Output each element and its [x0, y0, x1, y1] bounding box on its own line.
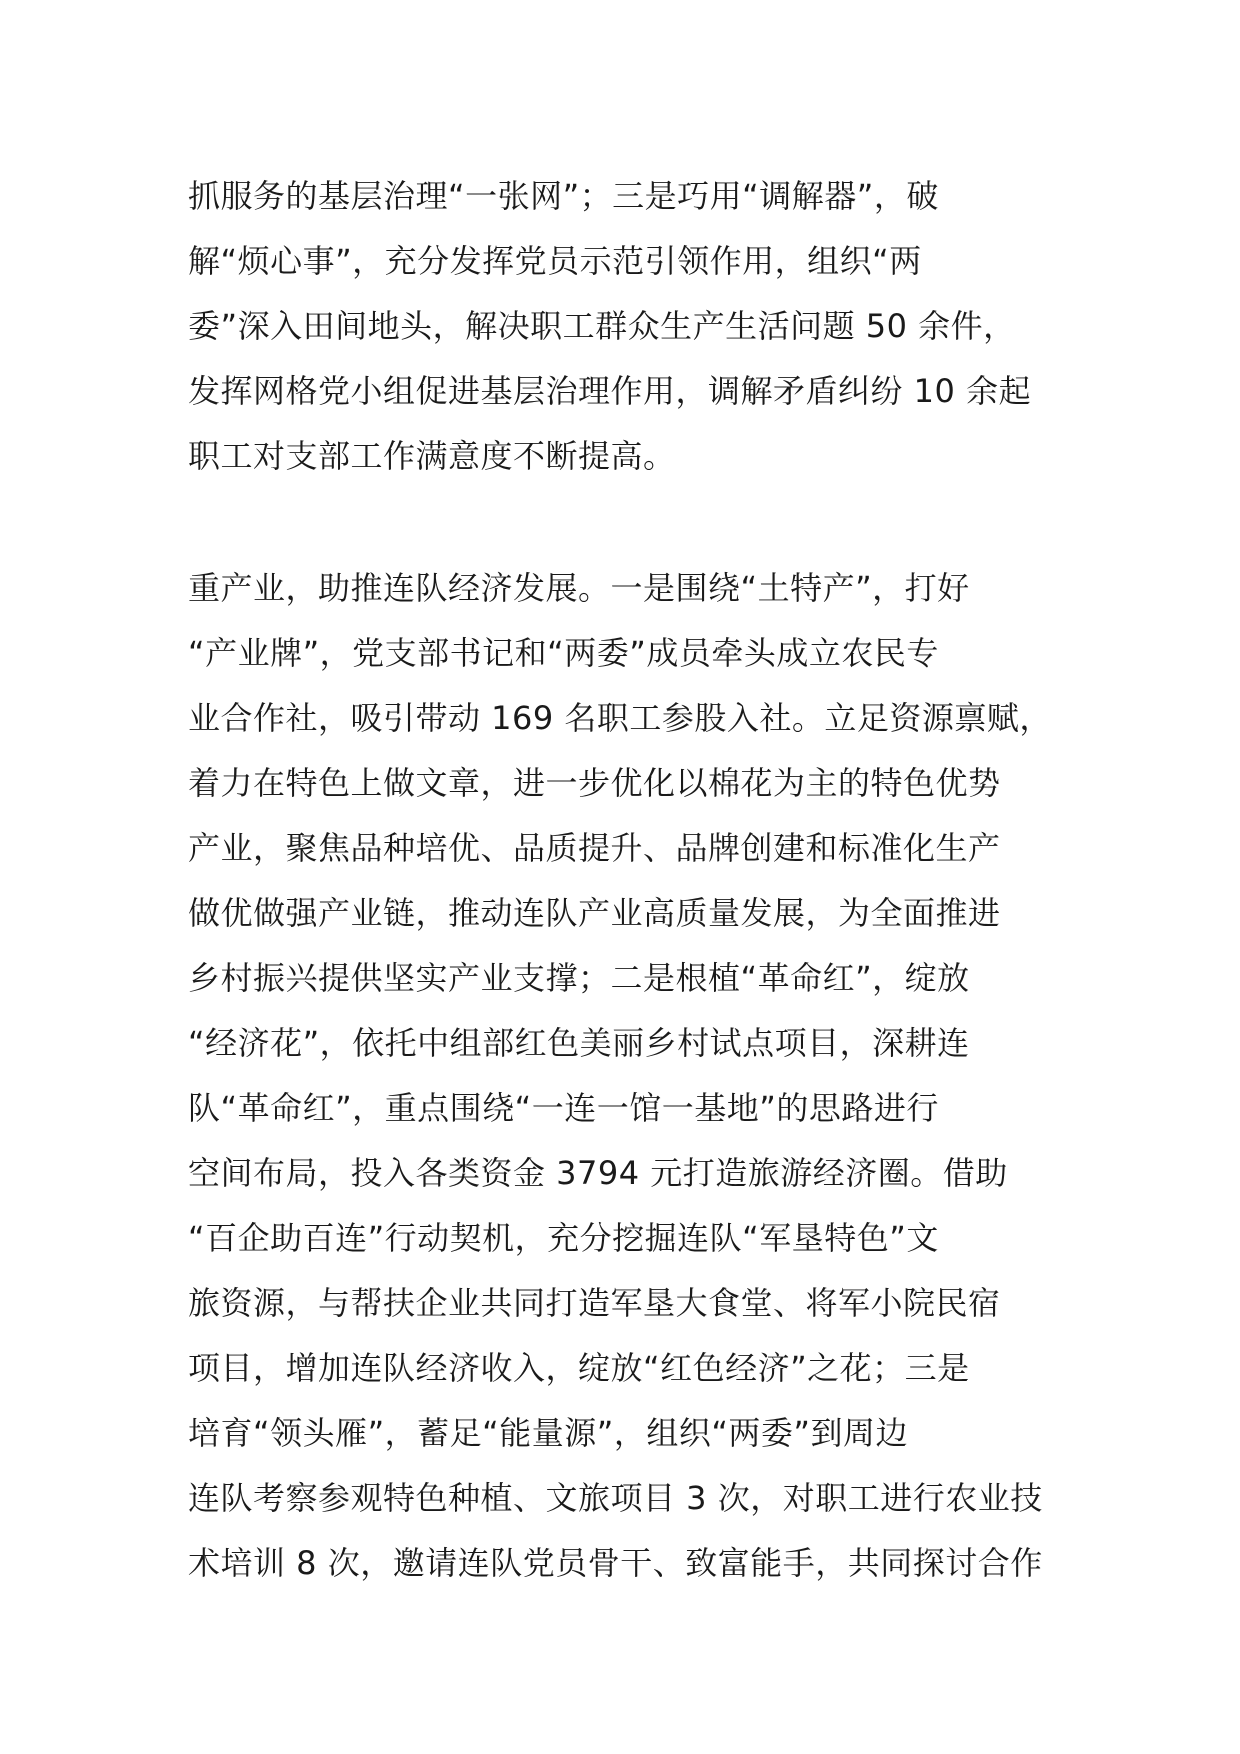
- paragraph-line: 乡村振兴提供坚实产业支撑；二是根植“革命红”，绽放: [188, 959, 970, 997]
- paragraph-line: “产业牌”，党支部书记和“两委”成员牵头成立农民专: [188, 634, 939, 672]
- paragraph-line: 空间布局，投入各类资金 3794 元打造旅游经济圈。借助: [188, 1154, 1008, 1192]
- paragraph-line: 重产业，助推连队经济发展。一是围绕“土特产”，打好: [188, 569, 970, 607]
- paragraph-line: 发挥网格党小组促进基层治理作用，调解矛盾纠纷 10 余起: [188, 372, 1032, 410]
- paragraph-line: 术培训 8 次，邀请连队党员骨干、致富能手，共同探讨合作: [188, 1544, 1043, 1582]
- paragraph-line: “经济花”，依托中组部红色美丽乡村试点项目，深耕连: [188, 1024, 970, 1062]
- paragraph-governance: [188, 164, 1058, 489]
- paragraph-line: 培育“领头雁”，蓄足“能量源”，组织“两委”到周边: [188, 1414, 908, 1452]
- paragraph-line: 产业，聚焦品种培优、品质提升、品牌创建和标准化生产: [188, 829, 1001, 867]
- paragraph-line: 委”深入田间地头，解决职工群众生产生活问题 50 余件，: [188, 307, 1016, 345]
- paragraph-line: 队“革命红”，重点围绕“一连一馆一基地”的思路进行: [188, 1089, 939, 1127]
- paragraph-line: 解“烦心事”，充分发挥党员示范引领作用，组织“两: [188, 242, 922, 280]
- paragraph-line: 项目，增加连队经济收入，绽放“红色经济”之花；三是: [188, 1349, 970, 1387]
- paragraph-line: “百企助百连”行动契机，充分挖掘连队“军垦特色”文: [188, 1219, 939, 1257]
- paragraph-line: 抓服务的基层治理“一张网”；三是巧用“调解器”，破: [188, 177, 939, 215]
- paragraph-line: 连队考察参观特色种植、文旅项目 3 次，对职工进行农业技: [188, 1479, 1043, 1517]
- paragraph-line: 旅资源，与帮扶企业共同打造军垦大食堂、将军小院民宿: [188, 1284, 1001, 1322]
- paragraph-line: 业合作社，吸引带动 169 名职工参股入社。立足资源禀赋，: [188, 699, 1052, 737]
- paragraph-line: 做优做强产业链，推动连队产业高质量发展，为全面推进: [188, 894, 1001, 932]
- paragraph-line: 职工对支部工作满意度不断提高。: [188, 437, 676, 475]
- paragraph-industry: [188, 556, 1058, 1596]
- paragraph-line: 着力在特色上做文章，进一步优化以棉花为主的特色优势: [188, 764, 1001, 802]
